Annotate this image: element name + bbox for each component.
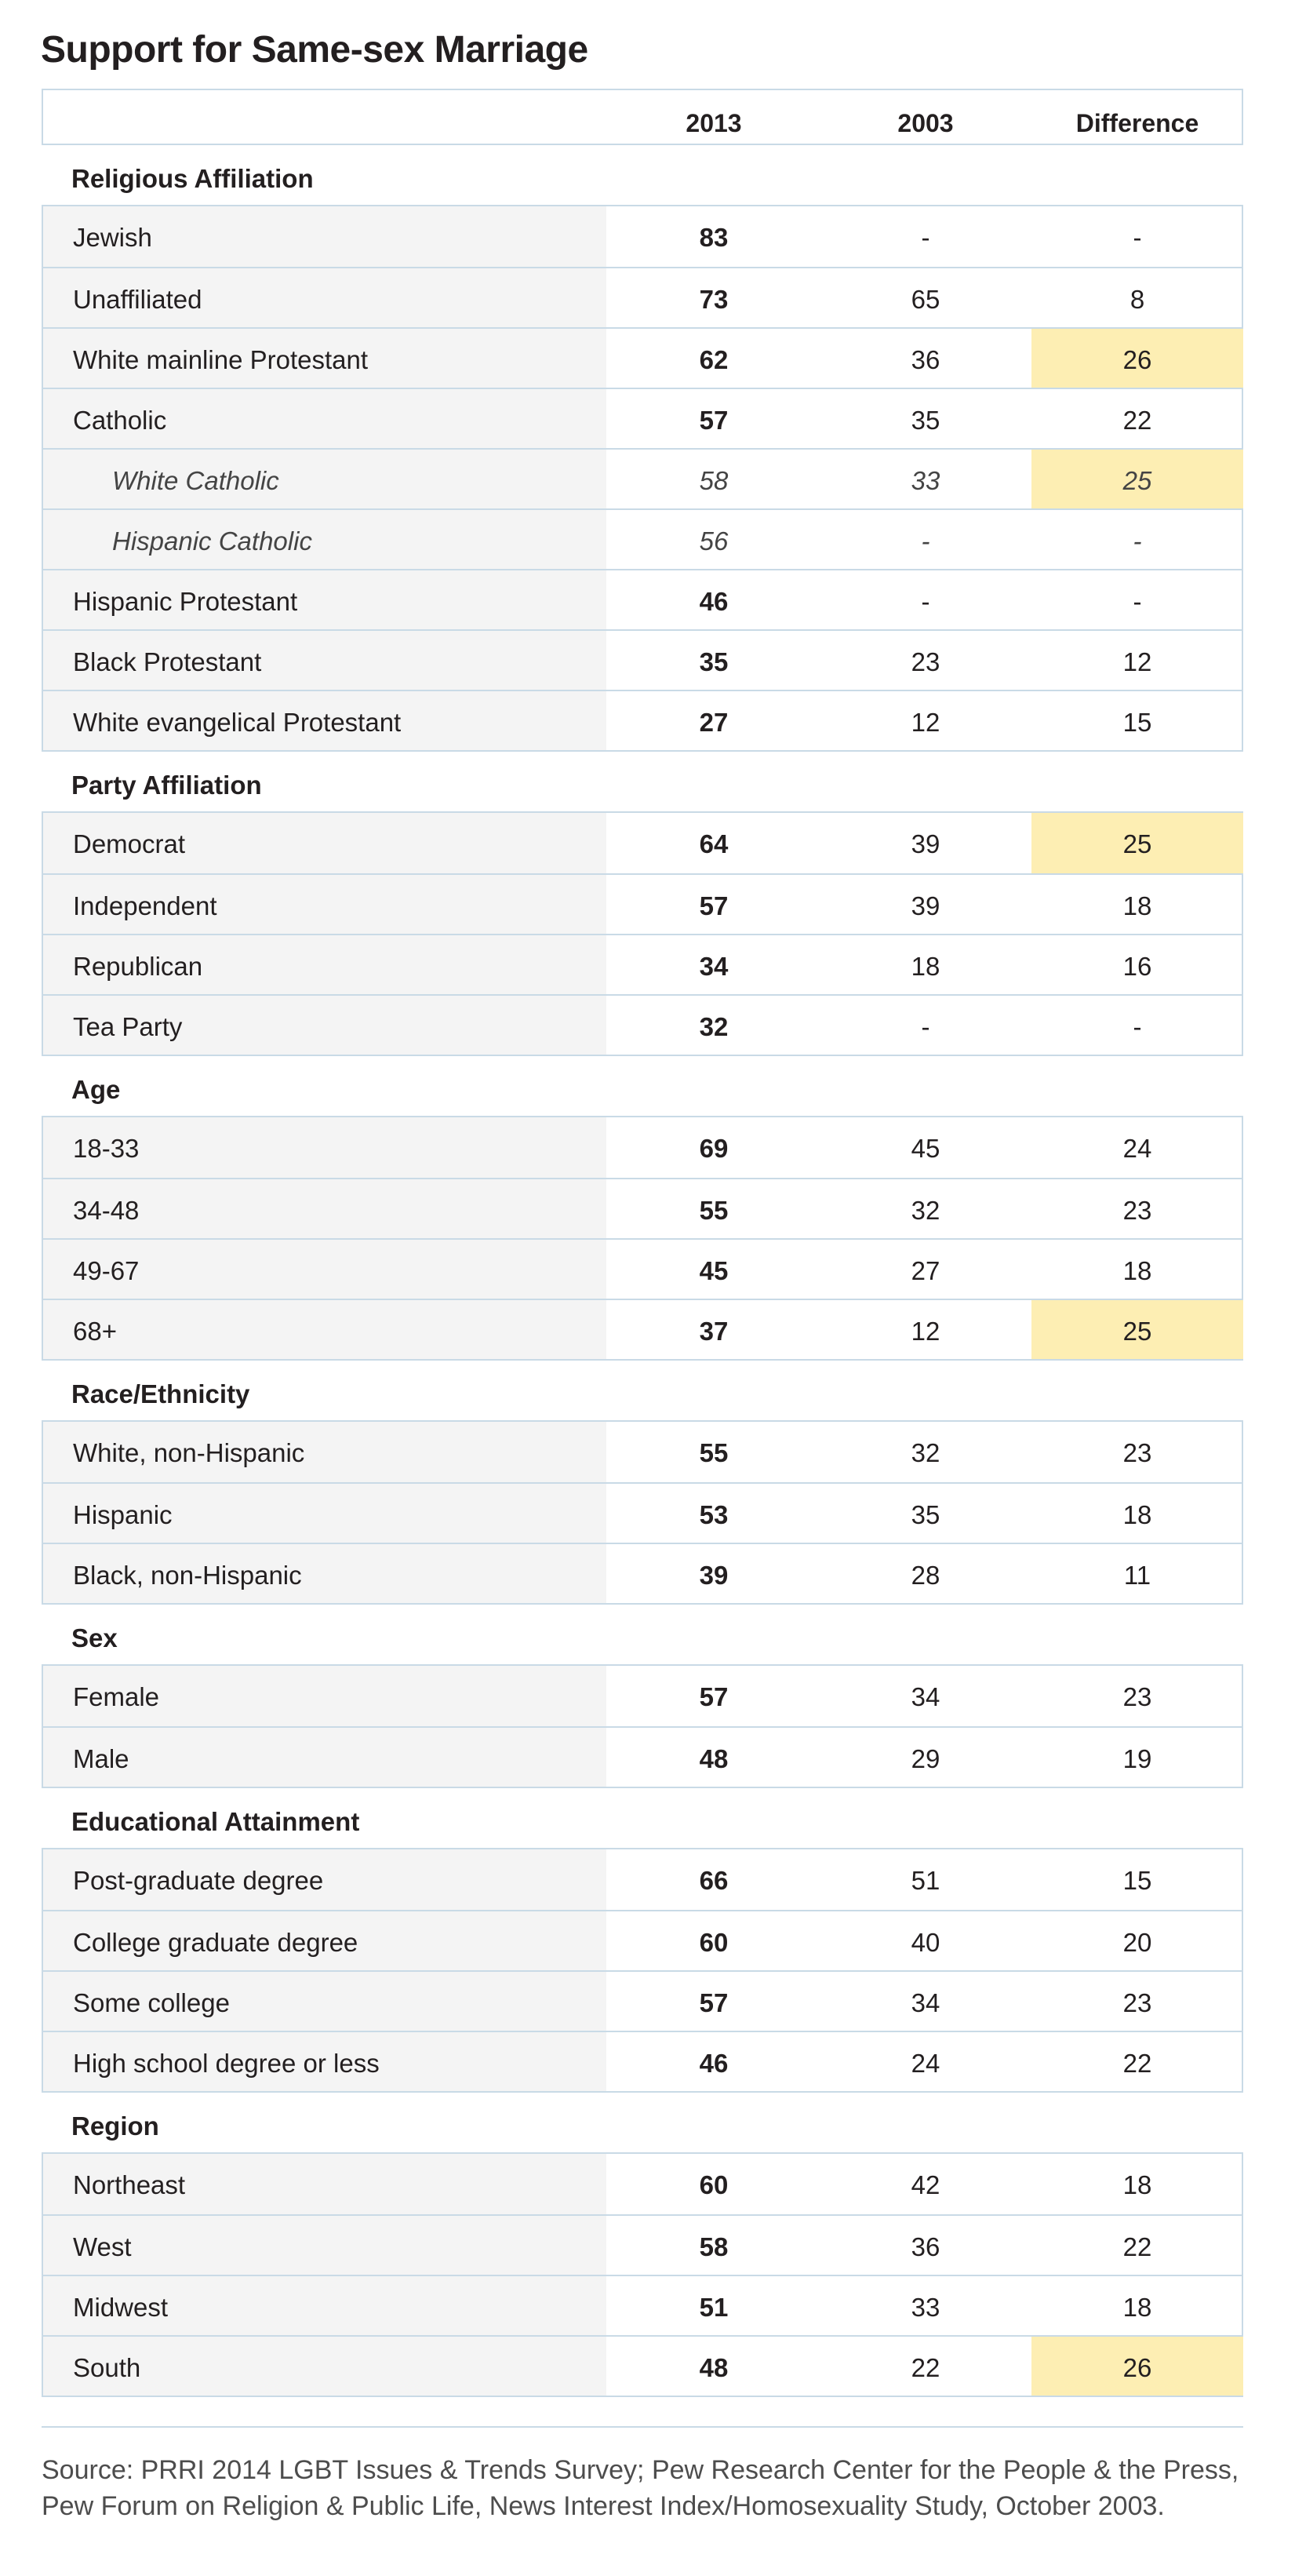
value-2003: 24	[911, 2049, 940, 2078]
value-difference: 8	[1129, 285, 1145, 314]
value-2013: 62	[699, 345, 729, 374]
row-label: Republican	[43, 935, 606, 994]
value-2003: 12	[911, 1317, 940, 1346]
group-heading: Party Affiliation	[71, 771, 262, 800]
row-label: Some college	[43, 1972, 606, 2031]
value-2003: 40	[911, 1928, 940, 1957]
table-row	[43, 448, 1242, 508]
row-label: 68+	[43, 1300, 606, 1359]
row-label: Unaffiliated	[43, 268, 606, 327]
column-header-difference: Difference	[1075, 109, 1199, 137]
value-difference: 18	[1122, 2293, 1152, 2322]
table-row	[43, 1422, 1242, 1482]
value-2003: 18	[911, 952, 940, 981]
value-2003: 12	[911, 708, 940, 737]
value-2013: 57	[699, 406, 729, 435]
table-header	[42, 89, 1243, 145]
row-label: Black Protestant	[43, 631, 606, 690]
value-difference: 25	[1031, 813, 1243, 873]
value-2013: 58	[699, 466, 729, 495]
value-difference: 15	[1122, 708, 1152, 737]
value-2003: 32	[911, 1438, 940, 1467]
row-label: College graduate degree	[43, 1911, 606, 1970]
row-label: Jewish	[43, 206, 606, 267]
value-2013: 55	[699, 1196, 729, 1225]
row-label: Hispanic Protestant	[43, 570, 606, 629]
value-2003: 23	[911, 647, 940, 676]
value-difference: 23	[1122, 1438, 1152, 1467]
value-2003: 39	[911, 891, 940, 920]
group-heading: Age	[71, 1075, 121, 1104]
value-2013: 69	[699, 1134, 729, 1163]
value-2013: 57	[699, 1988, 729, 2017]
table-row	[43, 1910, 1242, 1970]
value-2013: 83	[699, 223, 729, 252]
table-row	[43, 2214, 1242, 2275]
value-2013: 53	[699, 1500, 729, 1529]
table-row	[43, 1543, 1242, 1603]
group-rows	[42, 1116, 1243, 1361]
group-rows	[42, 811, 1243, 1056]
value-difference: 24	[1122, 1134, 1152, 1163]
row-label: Midwest	[43, 2276, 606, 2335]
table-row	[43, 1849, 1242, 1910]
value-2003: 35	[911, 406, 940, 435]
row-label: White, non-Hispanic	[43, 1422, 606, 1482]
value-2003: 65	[911, 285, 940, 314]
value-2003: 39	[911, 829, 940, 858]
row-label: High school degree or less	[43, 2032, 606, 2091]
value-difference: 25	[1031, 1300, 1243, 1359]
table-row	[43, 508, 1242, 569]
table-row	[43, 2275, 1242, 2335]
value-2013: 58	[699, 2232, 729, 2261]
group-heading: Race/Ethnicity	[71, 1379, 250, 1408]
table-row	[43, 1482, 1242, 1543]
table-row	[43, 2154, 1242, 2214]
table-row	[43, 934, 1242, 994]
table-row	[43, 569, 1242, 629]
value-2013: 32	[699, 1012, 729, 1041]
row-label: 34-48	[43, 1179, 606, 1238]
value-difference: -	[1133, 1012, 1142, 1041]
value-2013: 45	[699, 1256, 729, 1285]
group-heading: Sex	[71, 1623, 118, 1652]
value-difference: 19	[1122, 1744, 1152, 1773]
table-row	[43, 873, 1242, 934]
row-label: West	[43, 2216, 606, 2275]
value-2003: 22	[911, 2353, 940, 2382]
row-label: White mainline Protestant	[43, 329, 606, 388]
value-difference: 22	[1122, 406, 1152, 435]
value-difference: 18	[1122, 2170, 1152, 2199]
value-2013: 64	[699, 829, 729, 858]
table-row	[43, 1726, 1242, 1787]
data-table	[42, 89, 1243, 2397]
source-note: Source: PRRI 2014 LGBT Issues & Trends Survey; Pew Research Center for the People & the Press, Pew Forum on Religion & Public Life, News Interest Index/Homosexuality Study, October 2003.	[42, 2455, 1239, 2521]
group-heading: Educational Attainment	[71, 1807, 360, 1836]
row-label: Hispanic	[43, 1484, 606, 1543]
value-2003: 34	[911, 1682, 940, 1711]
value-difference: 23	[1122, 1196, 1152, 1225]
value-2013: 27	[699, 708, 729, 737]
table-row	[43, 327, 1242, 388]
group-rows	[42, 1420, 1243, 1605]
value-2013: 73	[699, 285, 729, 314]
value-2003: 42	[911, 2170, 940, 2199]
value-2003: 35	[911, 1500, 940, 1529]
row-label: White Catholic	[43, 450, 606, 508]
row-label: White evangelical Protestant	[43, 691, 606, 750]
value-difference: -	[1133, 223, 1142, 252]
value-difference: 22	[1122, 2232, 1152, 2261]
value-2013: 60	[699, 1928, 729, 1957]
row-label: 49-67	[43, 1240, 606, 1299]
value-difference: 11	[1123, 1561, 1151, 1590]
table-row	[43, 1666, 1242, 1726]
row-label: Catholic	[43, 389, 606, 448]
value-2003: -	[921, 223, 930, 252]
row-label: Independent	[43, 875, 606, 934]
value-2003: 36	[911, 345, 940, 374]
value-2013: 34	[699, 952, 729, 981]
value-difference: 12	[1122, 647, 1152, 676]
value-difference: 18	[1122, 1500, 1152, 1529]
column-header-2003: 2003	[897, 109, 954, 137]
value-2003: 28	[911, 1561, 940, 1590]
value-2013: 66	[699, 1866, 729, 1895]
value-difference: 23	[1122, 1988, 1152, 2017]
value-2003: 34	[911, 1988, 940, 2017]
value-2003: 45	[911, 1134, 940, 1163]
value-2003: 36	[911, 2232, 940, 2261]
chart-title: Support for Same-sex Marriage	[41, 29, 588, 71]
value-difference: 18	[1122, 891, 1152, 920]
group-rows	[42, 2152, 1243, 2397]
value-difference: 25	[1031, 450, 1243, 508]
row-label: Hispanic Catholic	[43, 510, 606, 569]
value-2003: -	[921, 526, 930, 556]
table-row	[43, 690, 1242, 750]
row-label: 18-33	[43, 1117, 606, 1178]
value-2013: 55	[699, 1438, 729, 1467]
value-2003: -	[921, 587, 930, 616]
table-row	[43, 629, 1242, 690]
row-label: Tea Party	[43, 996, 606, 1055]
value-2013: 46	[699, 587, 729, 616]
table-row	[43, 1299, 1242, 1359]
table-row	[43, 1238, 1242, 1299]
column-header-2013: 2013	[686, 109, 742, 137]
row-label: Democrat	[43, 813, 606, 873]
table-row	[43, 2031, 1242, 2091]
group-rows	[42, 1664, 1243, 1788]
value-difference: -	[1133, 587, 1142, 616]
value-difference: 23	[1122, 1682, 1152, 1711]
source-divider	[42, 2426, 1243, 2428]
table-row	[43, 1970, 1242, 2031]
row-label: Male	[43, 1728, 606, 1787]
value-difference: 20	[1122, 1928, 1152, 1957]
group-rows	[42, 205, 1243, 752]
value-2013: 48	[699, 1744, 729, 1773]
value-difference: 22	[1122, 2049, 1152, 2078]
value-2013: 57	[699, 1682, 729, 1711]
value-2003: 32	[911, 1196, 940, 1225]
table-body	[42, 145, 1243, 2397]
table-row	[43, 1178, 1242, 1238]
value-2013: 35	[699, 647, 729, 676]
value-2003: 29	[911, 1744, 940, 1773]
row-label: Post-graduate degree	[43, 1849, 606, 1910]
row-label: Black, non-Hispanic	[43, 1544, 606, 1603]
table-row	[43, 2335, 1242, 2396]
value-2013: 57	[699, 891, 729, 920]
value-2013: 48	[699, 2353, 729, 2382]
table-row	[43, 267, 1242, 327]
table-row	[43, 388, 1242, 448]
value-2003: 51	[911, 1866, 940, 1895]
table-row	[43, 1117, 1242, 1178]
value-2013: 37	[699, 1317, 729, 1346]
group-heading: Region	[71, 2111, 159, 2141]
value-difference: 26	[1031, 329, 1243, 388]
value-difference: 26	[1031, 2337, 1243, 2396]
value-2003: 33	[911, 466, 940, 495]
value-2013: 51	[699, 2293, 729, 2322]
value-2013: 60	[699, 2170, 729, 2199]
value-difference: 18	[1122, 1256, 1152, 1285]
value-difference: 15	[1122, 1866, 1152, 1895]
value-2013: 56	[699, 526, 729, 556]
value-2003: 27	[911, 1256, 940, 1285]
value-difference: -	[1133, 526, 1142, 556]
value-difference: 16	[1122, 952, 1152, 981]
row-label: Northeast	[43, 2154, 606, 2214]
row-label: South	[43, 2337, 606, 2396]
group-heading: Religious Affiliation	[71, 164, 314, 193]
value-2003: 33	[911, 2293, 940, 2322]
value-2013: 39	[699, 1561, 729, 1590]
group-rows	[42, 1848, 1243, 2093]
table-row	[43, 994, 1242, 1055]
table-row	[43, 206, 1242, 267]
row-label: Female	[43, 1666, 606, 1726]
value-2013: 46	[699, 2049, 729, 2078]
table-row	[43, 813, 1242, 873]
value-2003: -	[921, 1012, 930, 1041]
